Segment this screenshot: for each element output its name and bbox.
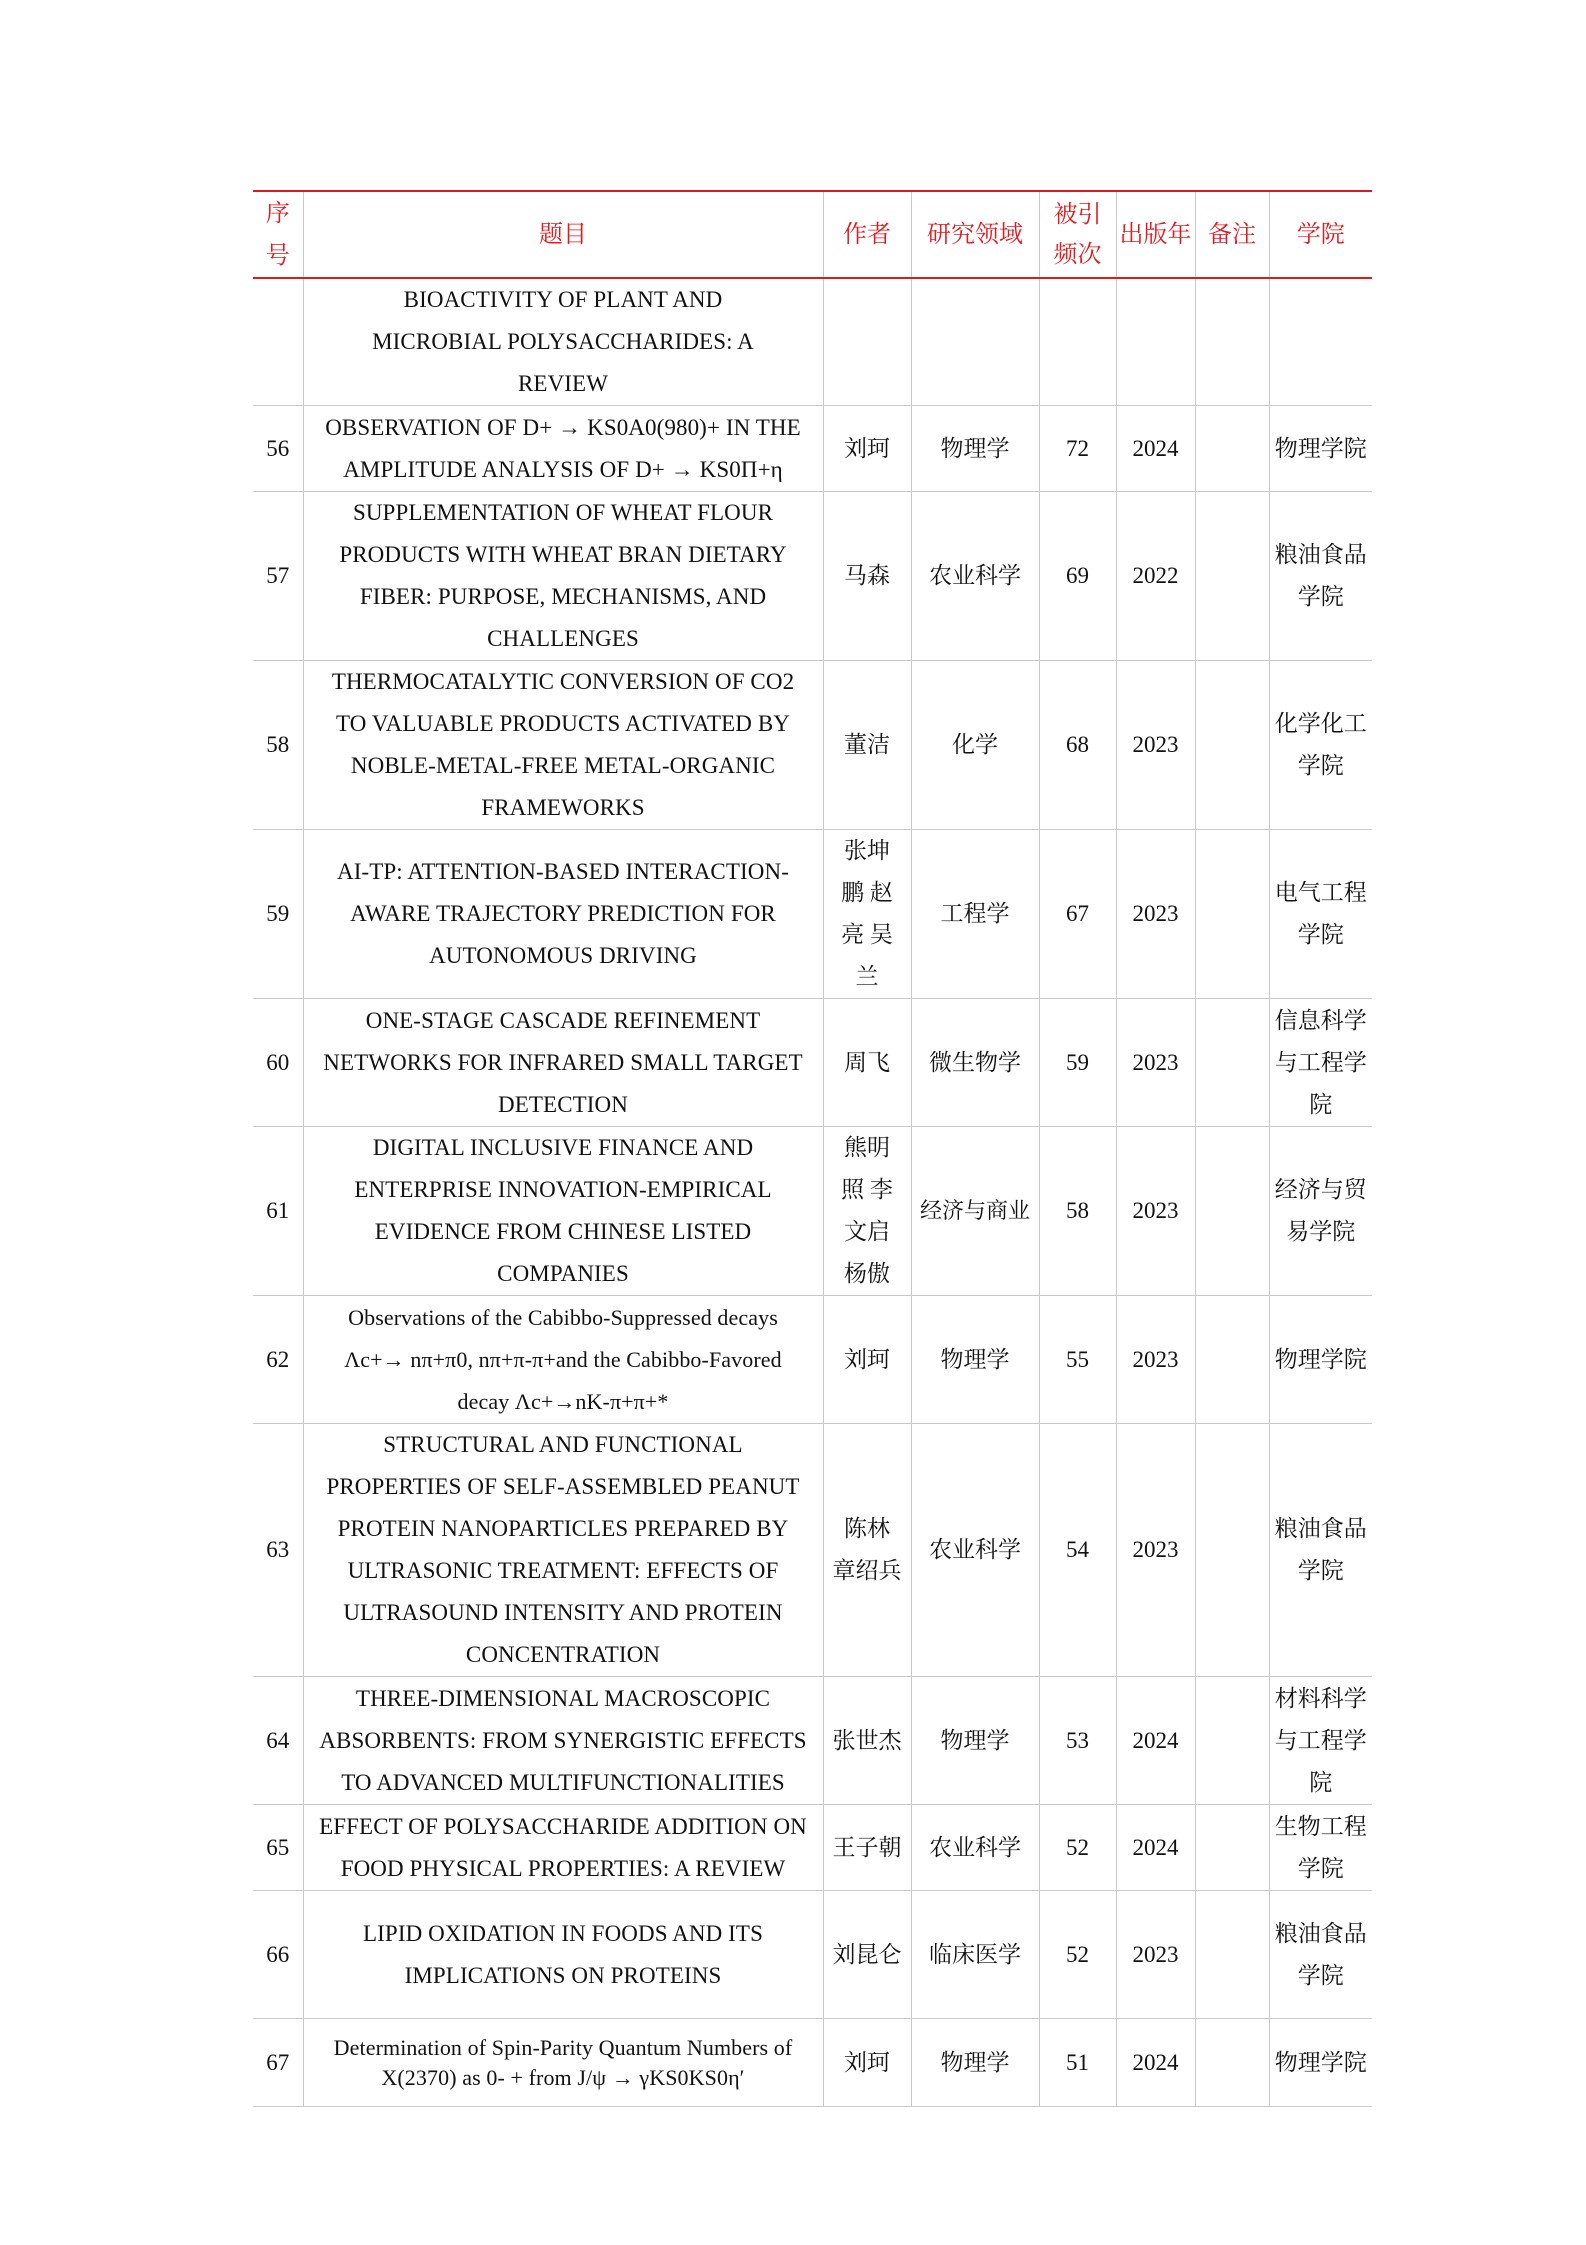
row-year: 2024	[1116, 2019, 1195, 2107]
header-author: 作者	[823, 191, 911, 278]
row-no	[253, 278, 303, 406]
row-note	[1195, 1891, 1269, 2019]
row-title: Observations of the Cabibbo-Suppressed decays Λc+→ nπ+π0, nπ+π-π+and the Cabibbo-Favored decay Λc+→nK-π+π+*	[303, 1296, 823, 1424]
row-author: 陈林 章绍兵	[823, 1424, 911, 1677]
row-author: 马森	[823, 492, 911, 661]
row-author: 董洁	[823, 661, 911, 830]
row-school: 经济与贸易学院	[1269, 1127, 1372, 1296]
row-no: 65	[253, 1805, 303, 1891]
row-no: 56	[253, 406, 303, 492]
row-school: 材料科学与工程学院	[1269, 1677, 1372, 1805]
row-title: THREE-DIMENSIONAL MACROSCOPIC ABSORBENTS: FROM SYNERGISTIC EFFECTS TO ADVANCED MULTIFUNCTIONALITIES	[303, 1677, 823, 1805]
header-cites: 被引频次	[1039, 191, 1116, 278]
row-field: 农业科学	[911, 492, 1039, 661]
row-no: 64	[253, 1677, 303, 1805]
row-title: STRUCTURAL AND FUNCTIONAL PROPERTIES OF SELF-ASSEMBLED PEANUT PROTEIN NANOPARTICLES PREPARED BY ULTRASONIC TREATMENT: EFFECTS OF ULTRASOUND INTENSITY AND PROTEIN CONCENTRATION	[303, 1424, 823, 1677]
row-no: 61	[253, 1127, 303, 1296]
row-school: 电气工程学院	[1269, 830, 1372, 999]
row-cites: 51	[1039, 2019, 1116, 2107]
row-year: 2023	[1116, 999, 1195, 1127]
table-row	[253, 2019, 1372, 2107]
row-field: 微生物学	[911, 999, 1039, 1127]
row-no: 63	[253, 1424, 303, 1677]
row-note	[1195, 999, 1269, 1127]
table-row	[253, 1127, 1372, 1296]
row-field: 农业科学	[911, 1805, 1039, 1891]
row-cites	[1039, 278, 1116, 406]
row-note	[1195, 406, 1269, 492]
citation-table	[253, 190, 1372, 2107]
table-row	[253, 1424, 1372, 1677]
row-school: 物理学院	[1269, 1296, 1372, 1424]
row-cites: 72	[1039, 406, 1116, 492]
row-no: 62	[253, 1296, 303, 1424]
row-year: 2024	[1116, 1805, 1195, 1891]
row-school	[1269, 278, 1372, 406]
row-year: 2024	[1116, 1677, 1195, 1805]
header-note: 备注	[1195, 191, 1269, 278]
row-title: AI-TP: ATTENTION-BASED INTERACTION-AWARE TRAJECTORY PREDICTION FOR AUTONOMOUS DRIVING	[303, 830, 823, 999]
row-note	[1195, 1296, 1269, 1424]
row-no: 67	[253, 2019, 303, 2107]
row-year: 2023	[1116, 1891, 1195, 2019]
row-author: 刘珂	[823, 406, 911, 492]
row-year: 2024	[1116, 406, 1195, 492]
row-note	[1195, 1677, 1269, 1805]
row-field: 物理学	[911, 1677, 1039, 1805]
row-school: 物理学院	[1269, 406, 1372, 492]
row-field: 物理学	[911, 406, 1039, 492]
row-field: 物理学	[911, 1296, 1039, 1424]
row-school: 物理学院	[1269, 2019, 1372, 2107]
header-no: 序号	[253, 191, 303, 278]
table-row	[253, 1891, 1372, 2019]
table-row	[253, 492, 1372, 661]
row-no: 57	[253, 492, 303, 661]
row-no: 60	[253, 999, 303, 1127]
row-cites: 69	[1039, 492, 1116, 661]
row-author: 张世杰	[823, 1677, 911, 1805]
row-year: 2023	[1116, 661, 1195, 830]
row-note	[1195, 2019, 1269, 2107]
row-title: Determination of Spin-Parity Quantum Numbers of X(2370) as 0- + from J/ψ → γKS0KS0η′	[303, 2019, 823, 2107]
row-cites: 67	[1039, 830, 1116, 999]
row-author: 刘珂	[823, 2019, 911, 2107]
row-title: THERMOCATALYTIC CONVERSION OF CO2 TO VALUABLE PRODUCTS ACTIVATED BY NOBLE-METAL-FREE METAL-ORGANIC FRAMEWORKS	[303, 661, 823, 830]
row-no: 66	[253, 1891, 303, 2019]
row-author: 王子朝	[823, 1805, 911, 1891]
row-school: 粮油食品学院	[1269, 1424, 1372, 1677]
row-cites: 68	[1039, 661, 1116, 830]
row-school: 信息科学与工程学院	[1269, 999, 1372, 1127]
table-header-row	[253, 191, 1372, 278]
row-school: 粮油食品学院	[1269, 492, 1372, 661]
row-note	[1195, 492, 1269, 661]
row-note	[1195, 1424, 1269, 1677]
header-title: 题目	[303, 191, 823, 278]
row-year: 2023	[1116, 1424, 1195, 1677]
table-row	[253, 1805, 1372, 1891]
row-cites: 53	[1039, 1677, 1116, 1805]
row-cites: 52	[1039, 1805, 1116, 1891]
row-author: 熊明照 李文启 杨傲	[823, 1127, 911, 1296]
row-title: OBSERVATION OF D+ → KS0A0(980)+ IN THE AMPLITUDE ANALYSIS OF D+ → KS0Π+η	[303, 406, 823, 492]
row-title: SUPPLEMENTATION OF WHEAT FLOUR PRODUCTS WITH WHEAT BRAN DIETARY FIBER: PURPOSE, MECHANISMS, AND CHALLENGES	[303, 492, 823, 661]
row-note	[1195, 1805, 1269, 1891]
row-field	[911, 278, 1039, 406]
row-cites: 55	[1039, 1296, 1116, 1424]
table-row	[253, 661, 1372, 830]
row-field: 临床医学	[911, 1891, 1039, 2019]
row-year: 2023	[1116, 830, 1195, 999]
row-school: 生物工程学院	[1269, 1805, 1372, 1891]
row-author: 刘珂	[823, 1296, 911, 1424]
table-row	[253, 406, 1372, 492]
row-field: 物理学	[911, 2019, 1039, 2107]
row-school: 粮油食品学院	[1269, 1891, 1372, 2019]
row-field: 化学	[911, 661, 1039, 830]
header-year: 出版年	[1116, 191, 1195, 278]
table-row	[253, 830, 1372, 999]
row-cites: 59	[1039, 999, 1116, 1127]
row-note	[1195, 1127, 1269, 1296]
row-author	[823, 278, 911, 406]
row-author: 周飞	[823, 999, 911, 1127]
row-year: 2023	[1116, 1127, 1195, 1296]
row-note	[1195, 661, 1269, 830]
header-field: 研究领域	[911, 191, 1039, 278]
row-no: 59	[253, 830, 303, 999]
row-note	[1195, 830, 1269, 999]
table-row	[253, 278, 1372, 406]
row-title: ONE-STAGE CASCADE REFINEMENT NETWORKS FOR INFRARED SMALL TARGET DETECTION	[303, 999, 823, 1127]
row-no: 58	[253, 661, 303, 830]
row-author: 刘昆仑	[823, 1891, 911, 2019]
row-title: EFFECT OF POLYSACCHARIDE ADDITION ON FOOD PHYSICAL PROPERTIES: A REVIEW	[303, 1805, 823, 1891]
row-note	[1195, 278, 1269, 406]
header-school: 学院	[1269, 191, 1372, 278]
row-year	[1116, 278, 1195, 406]
row-cites: 52	[1039, 1891, 1116, 2019]
table-row	[253, 1296, 1372, 1424]
row-year: 2022	[1116, 492, 1195, 661]
row-school: 化学化工学院	[1269, 661, 1372, 830]
row-author: 张坤鹏 赵亮 吴兰	[823, 830, 911, 999]
row-field: 农业科学	[911, 1424, 1039, 1677]
row-field: 经济与商业	[911, 1127, 1039, 1296]
row-title: DIGITAL INCLUSIVE FINANCE AND ENTERPRISE INNOVATION-EMPIRICAL EVIDENCE FROM CHINESE LISTED COMPANIES	[303, 1127, 823, 1296]
table-row	[253, 999, 1372, 1127]
table-row	[253, 1677, 1372, 1805]
row-title: LIPID OXIDATION IN FOODS AND ITS IMPLICATIONS ON PROTEINS	[303, 1891, 823, 2019]
row-cites: 54	[1039, 1424, 1116, 1677]
row-title: BIOACTIVITY OF PLANT AND MICROBIAL POLYSACCHARIDES: A REVIEW	[303, 278, 823, 406]
row-cites: 58	[1039, 1127, 1116, 1296]
row-year: 2023	[1116, 1296, 1195, 1424]
row-field: 工程学	[911, 830, 1039, 999]
